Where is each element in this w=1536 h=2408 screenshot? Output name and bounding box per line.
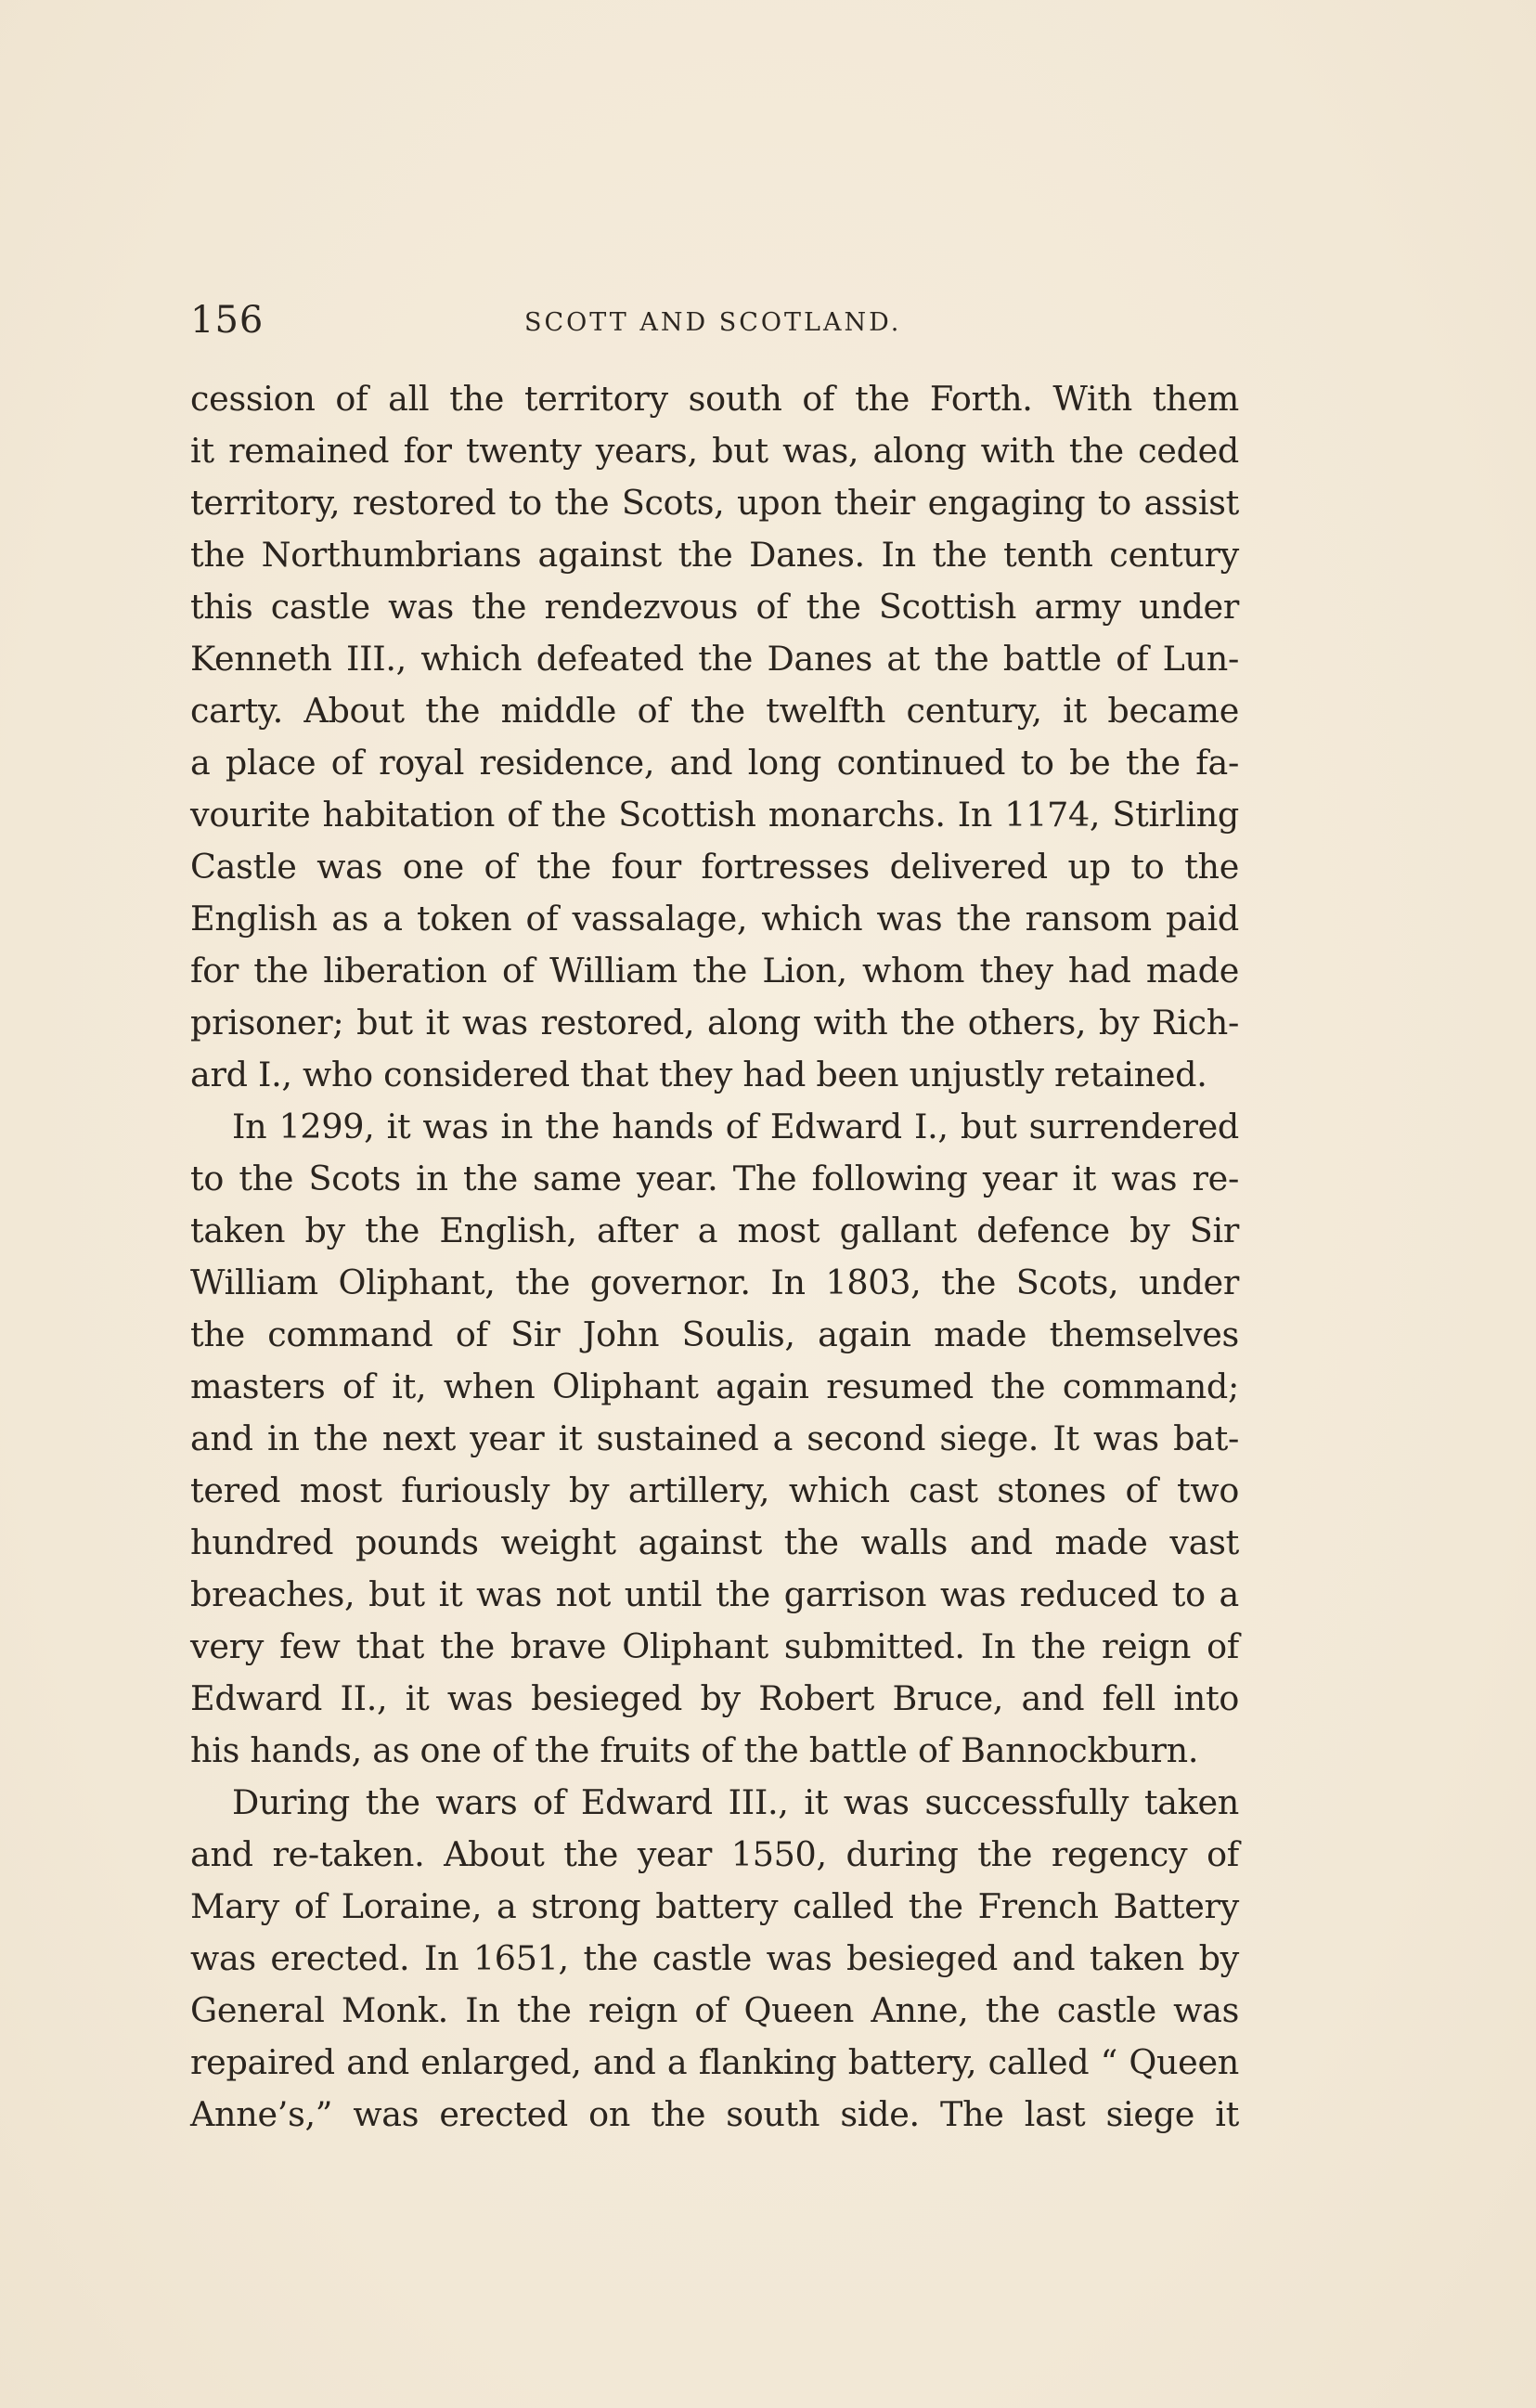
text-line: General Monk. In the reign of Queen Anne, the castle was	[190, 1990, 1239, 2030]
text-line: his hands, as one of the fruits of the battle of Bannockburn.	[190, 1730, 1199, 1770]
text-line: this castle was the rendezvous of the Scottish army under	[190, 587, 1239, 627]
running-head: SCOTT AND SCOTLAND.	[524, 308, 902, 337]
text-line: was erected. In 1651, the castle was besieged and taken by	[190, 1938, 1239, 1978]
text-line: Mary of Loraine, a strong battery called the French Battery	[190, 1886, 1239, 1926]
text-line: hundred pounds weight against the walls and made vast	[190, 1522, 1239, 1562]
text-line: masters of it, when Oliphant again resumed the command;	[190, 1366, 1239, 1406]
text-line: vourite habitation of the Scottish monarchs. In 1174, Stirling	[190, 795, 1239, 835]
text-line: ard I., who considered that they had been unjustly retained.	[190, 1055, 1207, 1094]
text-line: breaches, but it was not until the garrison was reduced to a	[190, 1574, 1239, 1614]
text-line: During the wars of Edward III., it was successfully taken	[232, 1782, 1239, 1822]
text-line: English as a token of vassalage, which was the ransom paid	[190, 899, 1239, 939]
text-line: Anne’s,” was erected on the south side. The last siege it	[190, 2094, 1239, 2134]
text-line: carty. About the middle of the twelfth century, it became	[190, 691, 1239, 731]
text-line: it remained for twenty years, but was, along with the ceded	[190, 431, 1239, 471]
text-line: the Northumbrians against the Danes. In the tenth century	[190, 535, 1239, 575]
text-line: and re-taken. About the year 1550, during the regency of	[190, 1834, 1239, 1874]
text-line: In 1299, it was in the hands of Edward I., but surrendered	[232, 1107, 1239, 1146]
text-line: very few that the brave Oliphant submitted. In the reign of	[190, 1626, 1239, 1666]
text-line: repaired and enlarged, and a flanking battery, called “ Queen	[190, 2042, 1239, 2082]
text-line: Kenneth III., which defeated the Danes at the battle of Lun-	[190, 639, 1239, 679]
page-header	[190, 299, 1239, 355]
text-line: territory, restored to the Scots, upon their engaging to assist	[190, 483, 1239, 523]
text-line: a place of royal residence, and long continued to be the fa-	[190, 743, 1239, 783]
text-line: Edward II., it was besieged by Robert Bruce, and fell into	[190, 1678, 1239, 1718]
text-line: for the liberation of William the Lion, whom they had made	[190, 951, 1239, 990]
text-line: to the Scots in the same year. The following year it was re-	[190, 1159, 1239, 1198]
text-line: and in the next year it sustained a second siege. It was bat-	[190, 1418, 1239, 1458]
text-line: the command of Sir John Soulis, again made themselves	[190, 1314, 1239, 1354]
page-number: 156	[190, 299, 265, 342]
text-line: taken by the English, after a most gallant defence by Sir	[190, 1210, 1239, 1250]
text-line: tered most furiously by artillery, which cast stones of two	[190, 1470, 1239, 1510]
body-text	[190, 373, 1239, 2141]
text-line: William Oliphant, the governor. In 1803, the Scots, under	[190, 1262, 1239, 1302]
text-line: cession of all the territory south of the Forth. With them	[190, 379, 1239, 419]
text-line: Castle was one of the four fortresses delivered up to the	[190, 847, 1239, 887]
text-line: prisoner; but it was restored, along with the others, by Rich-	[190, 1003, 1239, 1042]
